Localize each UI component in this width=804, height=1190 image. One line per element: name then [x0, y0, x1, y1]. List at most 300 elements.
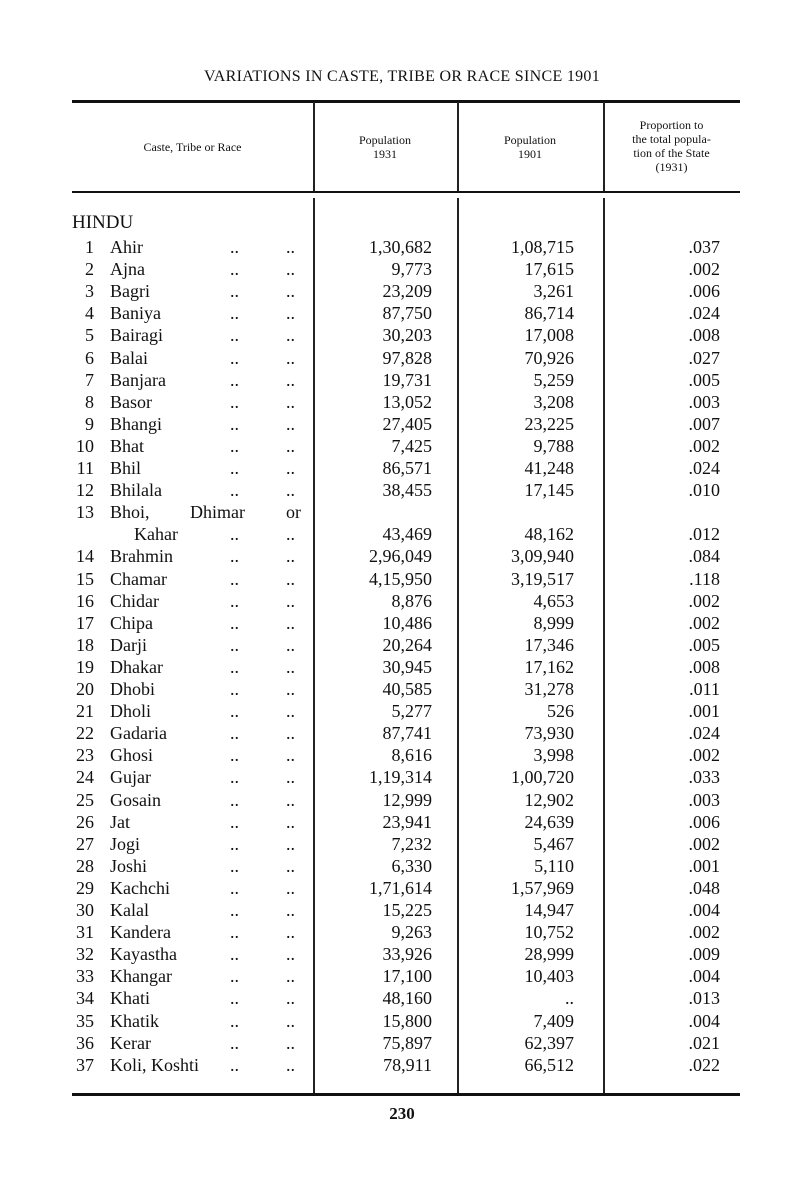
- proportion: .024: [688, 303, 720, 324]
- population-1901: 3,208: [533, 391, 574, 412]
- leader-dots: ..: [230, 1032, 239, 1053]
- leader-dots: ..: [286, 1010, 295, 1031]
- population-1901: 17,145: [524, 480, 574, 501]
- population-1901: 10,403: [524, 966, 574, 987]
- leader-dots: ..: [230, 922, 239, 943]
- proportion: .009: [688, 944, 720, 965]
- row-number: 13: [76, 502, 94, 523]
- population-1901: 526: [547, 701, 574, 722]
- row-number: 21: [76, 701, 94, 722]
- population-1901: 17,615: [524, 259, 574, 280]
- proportion: .118: [689, 568, 720, 589]
- table-row: [0, 546, 804, 568]
- population-1901: 17,346: [524, 634, 574, 655]
- table-row: [0, 878, 804, 900]
- population-1931: 7,232: [391, 833, 432, 854]
- population-1901: 3,261: [533, 281, 574, 302]
- leader-dots: ..: [286, 944, 295, 965]
- population-1901: 66,512: [524, 1054, 574, 1075]
- population-1931: 2,96,049: [369, 546, 432, 567]
- table-row: [0, 900, 804, 922]
- population-1931: 20,264: [382, 634, 432, 655]
- header-caste-label: Caste, Tribe or Race: [143, 140, 242, 154]
- caste-name: Ajna: [110, 259, 145, 280]
- table-row: [0, 745, 804, 767]
- leader-dots: ..: [230, 391, 239, 412]
- table-row: [0, 414, 804, 436]
- population-1931: 17,100: [382, 966, 432, 987]
- table-row: [0, 812, 804, 834]
- caste-name: Jogi: [110, 833, 141, 854]
- population-1901: 17,008: [524, 325, 574, 346]
- table-row: [0, 701, 804, 723]
- population-1931: 48,160: [382, 988, 432, 1009]
- proportion: .004: [688, 966, 720, 987]
- leader-dots: ..: [286, 325, 295, 346]
- row-number: 36: [76, 1032, 94, 1053]
- row-number: 29: [76, 877, 94, 898]
- leader-dots: ..: [230, 458, 239, 478]
- caste-name-part: Dhimar: [190, 502, 245, 523]
- leader-dots: ..: [230, 988, 239, 1009]
- leader-dots: ..: [230, 679, 239, 699]
- leader-dots: ..: [230, 612, 239, 633]
- table-row: [0, 834, 804, 856]
- population-1901: 70,926: [524, 347, 574, 368]
- leader-dots: ..: [286, 458, 295, 478]
- table-row: [0, 635, 804, 657]
- table-row: [0, 657, 804, 679]
- table-row: [0, 613, 804, 635]
- leader-dots: ..: [286, 237, 295, 257]
- proportion: .008: [688, 325, 720, 346]
- population-1931: 7,425: [391, 435, 432, 456]
- population-1931: 87,741: [382, 723, 432, 744]
- population-1901: 1,08,715: [511, 237, 574, 257]
- row-number: 33: [76, 966, 94, 987]
- leader-dots: ..: [230, 855, 239, 876]
- leader-dots: ..: [286, 922, 295, 943]
- table-row: [0, 325, 804, 347]
- leader-dots: ..: [286, 546, 295, 567]
- table-row: [0, 790, 804, 812]
- caste-name: Khatik: [110, 1010, 159, 1031]
- caste-name: Bagri: [110, 281, 150, 302]
- page-title: VARIATIONS IN CASTE, TRIBE OR RACE SINCE 1901: [203, 68, 601, 85]
- population-1931: 97,828: [382, 347, 432, 368]
- proportion: .024: [688, 723, 720, 744]
- population-1901: 1,00,720: [511, 767, 574, 788]
- proportion: .037: [688, 237, 720, 257]
- caste-name: Chidar: [110, 590, 159, 611]
- table-row: [0, 392, 804, 414]
- caste-name: Bhangi: [110, 413, 162, 434]
- population-1901: 7,409: [533, 1010, 574, 1031]
- population-1931: 1,30,682: [369, 237, 432, 257]
- proportion: .022: [688, 1054, 720, 1075]
- caste-name: Joshi: [110, 855, 148, 876]
- population-1931: 27,405: [382, 413, 432, 434]
- proportion: .002: [688, 435, 720, 456]
- caste-name: Bhoi,: [110, 502, 150, 523]
- proportion: .002: [688, 745, 720, 766]
- caste-name: Gujar: [110, 767, 151, 788]
- population-1901: 41,248: [524, 458, 574, 478]
- leader-dots: ..: [230, 303, 239, 324]
- row-number: 2: [85, 259, 94, 280]
- caste-name: Ghosi: [110, 745, 154, 766]
- proportion: .008: [688, 656, 720, 677]
- table-row: [0, 259, 804, 281]
- caste-name: Chamar: [110, 568, 167, 589]
- caste-name: Balai: [110, 347, 148, 368]
- population-1931: 12,999: [382, 789, 432, 810]
- proportion: .010: [688, 480, 720, 501]
- population-1931: 10,486: [382, 612, 432, 633]
- leader-dots: ..: [230, 656, 239, 677]
- row-number: 8: [85, 391, 94, 412]
- table-row: [0, 679, 804, 701]
- leader-dots: ..: [230, 789, 239, 810]
- row-number: 32: [76, 944, 94, 965]
- population-1931: 30,203: [382, 325, 432, 346]
- leader-dots: ..: [230, 745, 239, 766]
- leader-dots: ..: [230, 723, 239, 744]
- leader-dots: ..: [286, 413, 295, 434]
- leader-dots: ..: [230, 347, 239, 368]
- table-row: [0, 767, 804, 789]
- row-number: 35: [76, 1010, 94, 1031]
- leader-dots: ..: [286, 590, 295, 611]
- table-row: [0, 237, 804, 259]
- proportion: .012: [688, 524, 720, 545]
- proportion: .001: [688, 855, 720, 876]
- proportion: .048: [688, 877, 720, 898]
- leader-dots: ..: [286, 767, 295, 788]
- caste-name: Kandera: [110, 922, 171, 943]
- table-row: [0, 480, 804, 502]
- header-pop1931-line2: 1931: [373, 147, 397, 161]
- proportion: .004: [688, 1010, 720, 1031]
- caste-name: Dholi: [110, 701, 152, 722]
- header-proportion: [603, 118, 740, 174]
- leader-dots: ..: [230, 833, 239, 854]
- row-number: 3: [85, 281, 94, 302]
- population-1901: 1,57,969: [511, 877, 574, 898]
- population-1931: 19,731: [382, 369, 432, 390]
- caste-name: Kerar: [110, 1032, 151, 1053]
- leader-dots: ..: [230, 1010, 239, 1031]
- row-number: 5: [85, 325, 94, 346]
- caste-name: Khangar: [110, 966, 172, 987]
- row-number: 20: [76, 679, 94, 699]
- caste-name: Kalal: [110, 900, 149, 920]
- proportion: .001: [688, 701, 720, 722]
- population-1931: 9,773: [391, 259, 432, 280]
- header-pop1901: [457, 133, 603, 161]
- row-number: 24: [76, 767, 94, 788]
- caste-name: Gadaria: [110, 723, 167, 744]
- population-1931: 87,750: [382, 303, 432, 324]
- header-bottom-rule: [72, 191, 740, 193]
- header-pop1931-line1: Population: [358, 133, 411, 147]
- population-1901: 31,278: [524, 679, 574, 699]
- table-row: [0, 922, 804, 944]
- leader-dots: ..: [286, 988, 295, 1009]
- population-1931: 1,71,614: [369, 877, 432, 898]
- leader-dots: ..: [230, 546, 239, 567]
- leader-dots: ..: [286, 524, 295, 545]
- caste-name: Chipa: [110, 612, 153, 633]
- leader-dots: ..: [286, 568, 295, 589]
- proportion: .021: [688, 1032, 720, 1053]
- row-number: 10: [76, 435, 94, 456]
- table-bottom-rule: [72, 1093, 740, 1096]
- population-1901: 24,639: [524, 811, 574, 832]
- population-1931: 15,225: [382, 900, 432, 920]
- row-number: 17: [76, 612, 94, 633]
- population-1931: 86,571: [382, 458, 432, 478]
- caste-name: Baniya: [110, 303, 161, 324]
- population-1901: 12,902: [524, 789, 574, 810]
- caste-name: Bhilala: [110, 480, 162, 501]
- population-1901: 3,998: [533, 745, 574, 766]
- table-row: [0, 1011, 804, 1033]
- proportion: .002: [688, 259, 720, 280]
- proportion: .005: [688, 634, 720, 655]
- leader-dots: ..: [286, 966, 295, 987]
- leader-dots: ..: [230, 1054, 239, 1075]
- caste-name: Dhakar: [110, 656, 163, 677]
- leader-dots: ..: [230, 480, 239, 501]
- leader-dots: ..: [286, 900, 295, 920]
- table-row: [0, 1055, 804, 1077]
- leader-dots: ..: [286, 634, 295, 655]
- header-pop1931: [313, 133, 457, 161]
- header-prop-line4: (1931): [655, 160, 688, 174]
- row-number: 28: [76, 855, 94, 876]
- population-1931: 30,945: [382, 656, 432, 677]
- population-1901: 5,110: [534, 855, 574, 876]
- leader-dots: ..: [230, 701, 239, 722]
- proportion: .002: [688, 612, 720, 633]
- row-number: 7: [85, 369, 94, 390]
- proportion: .006: [688, 281, 720, 302]
- population-1931: 15,800: [382, 1010, 432, 1031]
- row-number: 6: [85, 347, 94, 368]
- population-1931: 9,263: [391, 922, 432, 943]
- population-1931: 8,616: [391, 745, 432, 766]
- population-1901: 8,999: [533, 612, 574, 633]
- population-1901: 62,397: [524, 1032, 574, 1053]
- caste-name: Bhil: [110, 458, 142, 478]
- population-1901: 5,259: [533, 369, 574, 390]
- leader-dots: ..: [230, 413, 239, 434]
- proportion: .003: [688, 789, 720, 810]
- leader-dots: ..: [230, 435, 239, 456]
- population-1901: 10,752: [524, 922, 574, 943]
- proportion: .013: [688, 988, 720, 1009]
- population-1931: 33,926: [382, 944, 432, 965]
- caste-name: Bairagi: [110, 325, 163, 346]
- table-row: [0, 966, 804, 988]
- table-row: [0, 569, 804, 591]
- proportion: .027: [688, 347, 720, 368]
- population-1901: 5,467: [533, 833, 574, 854]
- leader-dots: ..: [230, 281, 239, 302]
- row-number: 25: [76, 789, 94, 810]
- leader-dots: ..: [286, 1032, 295, 1053]
- population-1901: 86,714: [524, 303, 574, 324]
- leader-dots: ..: [230, 259, 239, 280]
- population-1931: 40,585: [382, 679, 432, 699]
- population-1901: 48,162: [524, 524, 574, 545]
- leader-dots: ..: [286, 679, 295, 699]
- caste-name: Jat: [110, 811, 130, 832]
- proportion: .002: [688, 833, 720, 854]
- caste-name: Basor: [110, 391, 152, 412]
- row-number: 14: [76, 546, 94, 567]
- leader-dots: ..: [286, 612, 295, 633]
- proportion: .002: [688, 922, 720, 943]
- proportion: .006: [688, 811, 720, 832]
- table-row: [0, 502, 804, 524]
- caste-name: Dhobi: [110, 679, 155, 699]
- header-prop-line1: Proportion to: [639, 118, 704, 132]
- population-1901: 9,788: [533, 435, 574, 456]
- row-number: 15: [76, 568, 94, 589]
- population-1931: 43,469: [382, 524, 432, 545]
- leader-dots: ..: [286, 1054, 295, 1075]
- leader-dots: ..: [286, 855, 295, 876]
- leader-dots: ..: [230, 811, 239, 832]
- row-number: 18: [76, 634, 94, 655]
- caste-name: Bhat: [110, 435, 144, 456]
- table-row: [0, 436, 804, 458]
- row-number: 37: [76, 1054, 94, 1075]
- caste-name: Ahir: [110, 237, 143, 257]
- leader-dots: ..: [230, 369, 239, 390]
- leader-dots: ..: [230, 966, 239, 987]
- table-row: [0, 370, 804, 392]
- leader-dots: ..: [230, 590, 239, 611]
- leader-dots: ..: [230, 524, 239, 545]
- header-prop-line2: the total popula-: [632, 132, 711, 146]
- population-1901: 3,19,517: [511, 568, 574, 589]
- leader-dots: ..: [286, 303, 295, 324]
- row-number: 12: [76, 480, 94, 501]
- leader-dots: ..: [286, 347, 295, 368]
- header-caste: [72, 140, 313, 154]
- proportion: .004: [688, 900, 720, 920]
- row-number: 23: [76, 745, 94, 766]
- caste-name: Gosain: [110, 789, 161, 810]
- population-1931: 1,19,314: [369, 767, 432, 788]
- population-1901: 4,653: [533, 590, 574, 611]
- proportion: .005: [688, 369, 720, 390]
- leader-dots: ..: [286, 789, 295, 810]
- row-number: 9: [85, 413, 94, 434]
- header-prop-line3: tion of the State: [633, 146, 710, 160]
- caste-name-continuation: Kahar: [134, 524, 178, 545]
- table-top-rule: [72, 100, 740, 103]
- population-1931: 38,455: [382, 480, 432, 501]
- leader-dots: ..: [286, 877, 295, 898]
- population-1931: 23,209: [382, 281, 432, 302]
- leader-dots: ..: [230, 237, 239, 257]
- leader-dots: ..: [230, 900, 239, 920]
- proportion: .024: [688, 458, 720, 478]
- leader-dots: ..: [286, 723, 295, 744]
- leader-dots: ..: [286, 833, 295, 854]
- caste-name-or: or: [286, 502, 301, 523]
- leader-dots: ..: [286, 656, 295, 677]
- row-number: 11: [76, 458, 94, 478]
- caste-name: Koli, Koshti: [110, 1054, 200, 1075]
- row-number: 26: [76, 811, 94, 832]
- population-1931: 4,15,950: [369, 568, 432, 589]
- row-number: 4: [85, 303, 94, 324]
- population-1901: 23,225: [524, 413, 574, 434]
- proportion: .011: [689, 679, 720, 699]
- leader-dots: ..: [230, 568, 239, 589]
- proportion: .084: [688, 546, 720, 567]
- leader-dots: ..: [230, 944, 239, 965]
- table-row: [0, 1033, 804, 1055]
- caste-name: Kayastha: [110, 944, 177, 965]
- population-1931: 78,911: [383, 1054, 432, 1075]
- table-row: [0, 591, 804, 613]
- population-1931: 13,052: [382, 391, 432, 412]
- leader-dots: ..: [230, 634, 239, 655]
- table-row: [0, 281, 804, 303]
- caste-name: Khati: [110, 988, 150, 1009]
- row-number: 30: [76, 900, 94, 920]
- caste-name: Brahmin: [110, 546, 173, 567]
- table-row: [0, 856, 804, 878]
- population-1901: ..: [565, 988, 574, 1009]
- header-pop1901-line1: Population: [503, 133, 556, 147]
- population-1931: 6,330: [391, 855, 432, 876]
- population-1901: 28,999: [524, 944, 574, 965]
- leader-dots: ..: [286, 701, 295, 722]
- row-number: 1: [85, 237, 94, 257]
- leader-dots: ..: [286, 480, 295, 501]
- proportion: .002: [688, 590, 720, 611]
- population-1901: 17,162: [524, 656, 574, 677]
- leader-dots: ..: [286, 369, 295, 390]
- caste-name: Darji: [110, 634, 147, 655]
- row-number: 34: [76, 988, 94, 1009]
- page-number: 230: [389, 1104, 415, 1123]
- table-row: [0, 348, 804, 370]
- leader-dots: ..: [230, 877, 239, 898]
- row-number: 16: [76, 590, 94, 611]
- leader-dots: ..: [286, 259, 295, 280]
- table-row: [0, 988, 804, 1010]
- row-number: 19: [76, 656, 94, 677]
- leader-dots: ..: [286, 391, 295, 412]
- caste-name: Banjara: [110, 369, 166, 390]
- population-1931: 8,876: [391, 590, 432, 611]
- table-row: [0, 944, 804, 966]
- section-heading: HINDU: [72, 212, 134, 233]
- proportion: .003: [688, 391, 720, 412]
- leader-dots: ..: [230, 325, 239, 346]
- population-1931: 23,941: [382, 811, 432, 832]
- leader-dots: ..: [286, 435, 295, 456]
- table-row: [0, 303, 804, 325]
